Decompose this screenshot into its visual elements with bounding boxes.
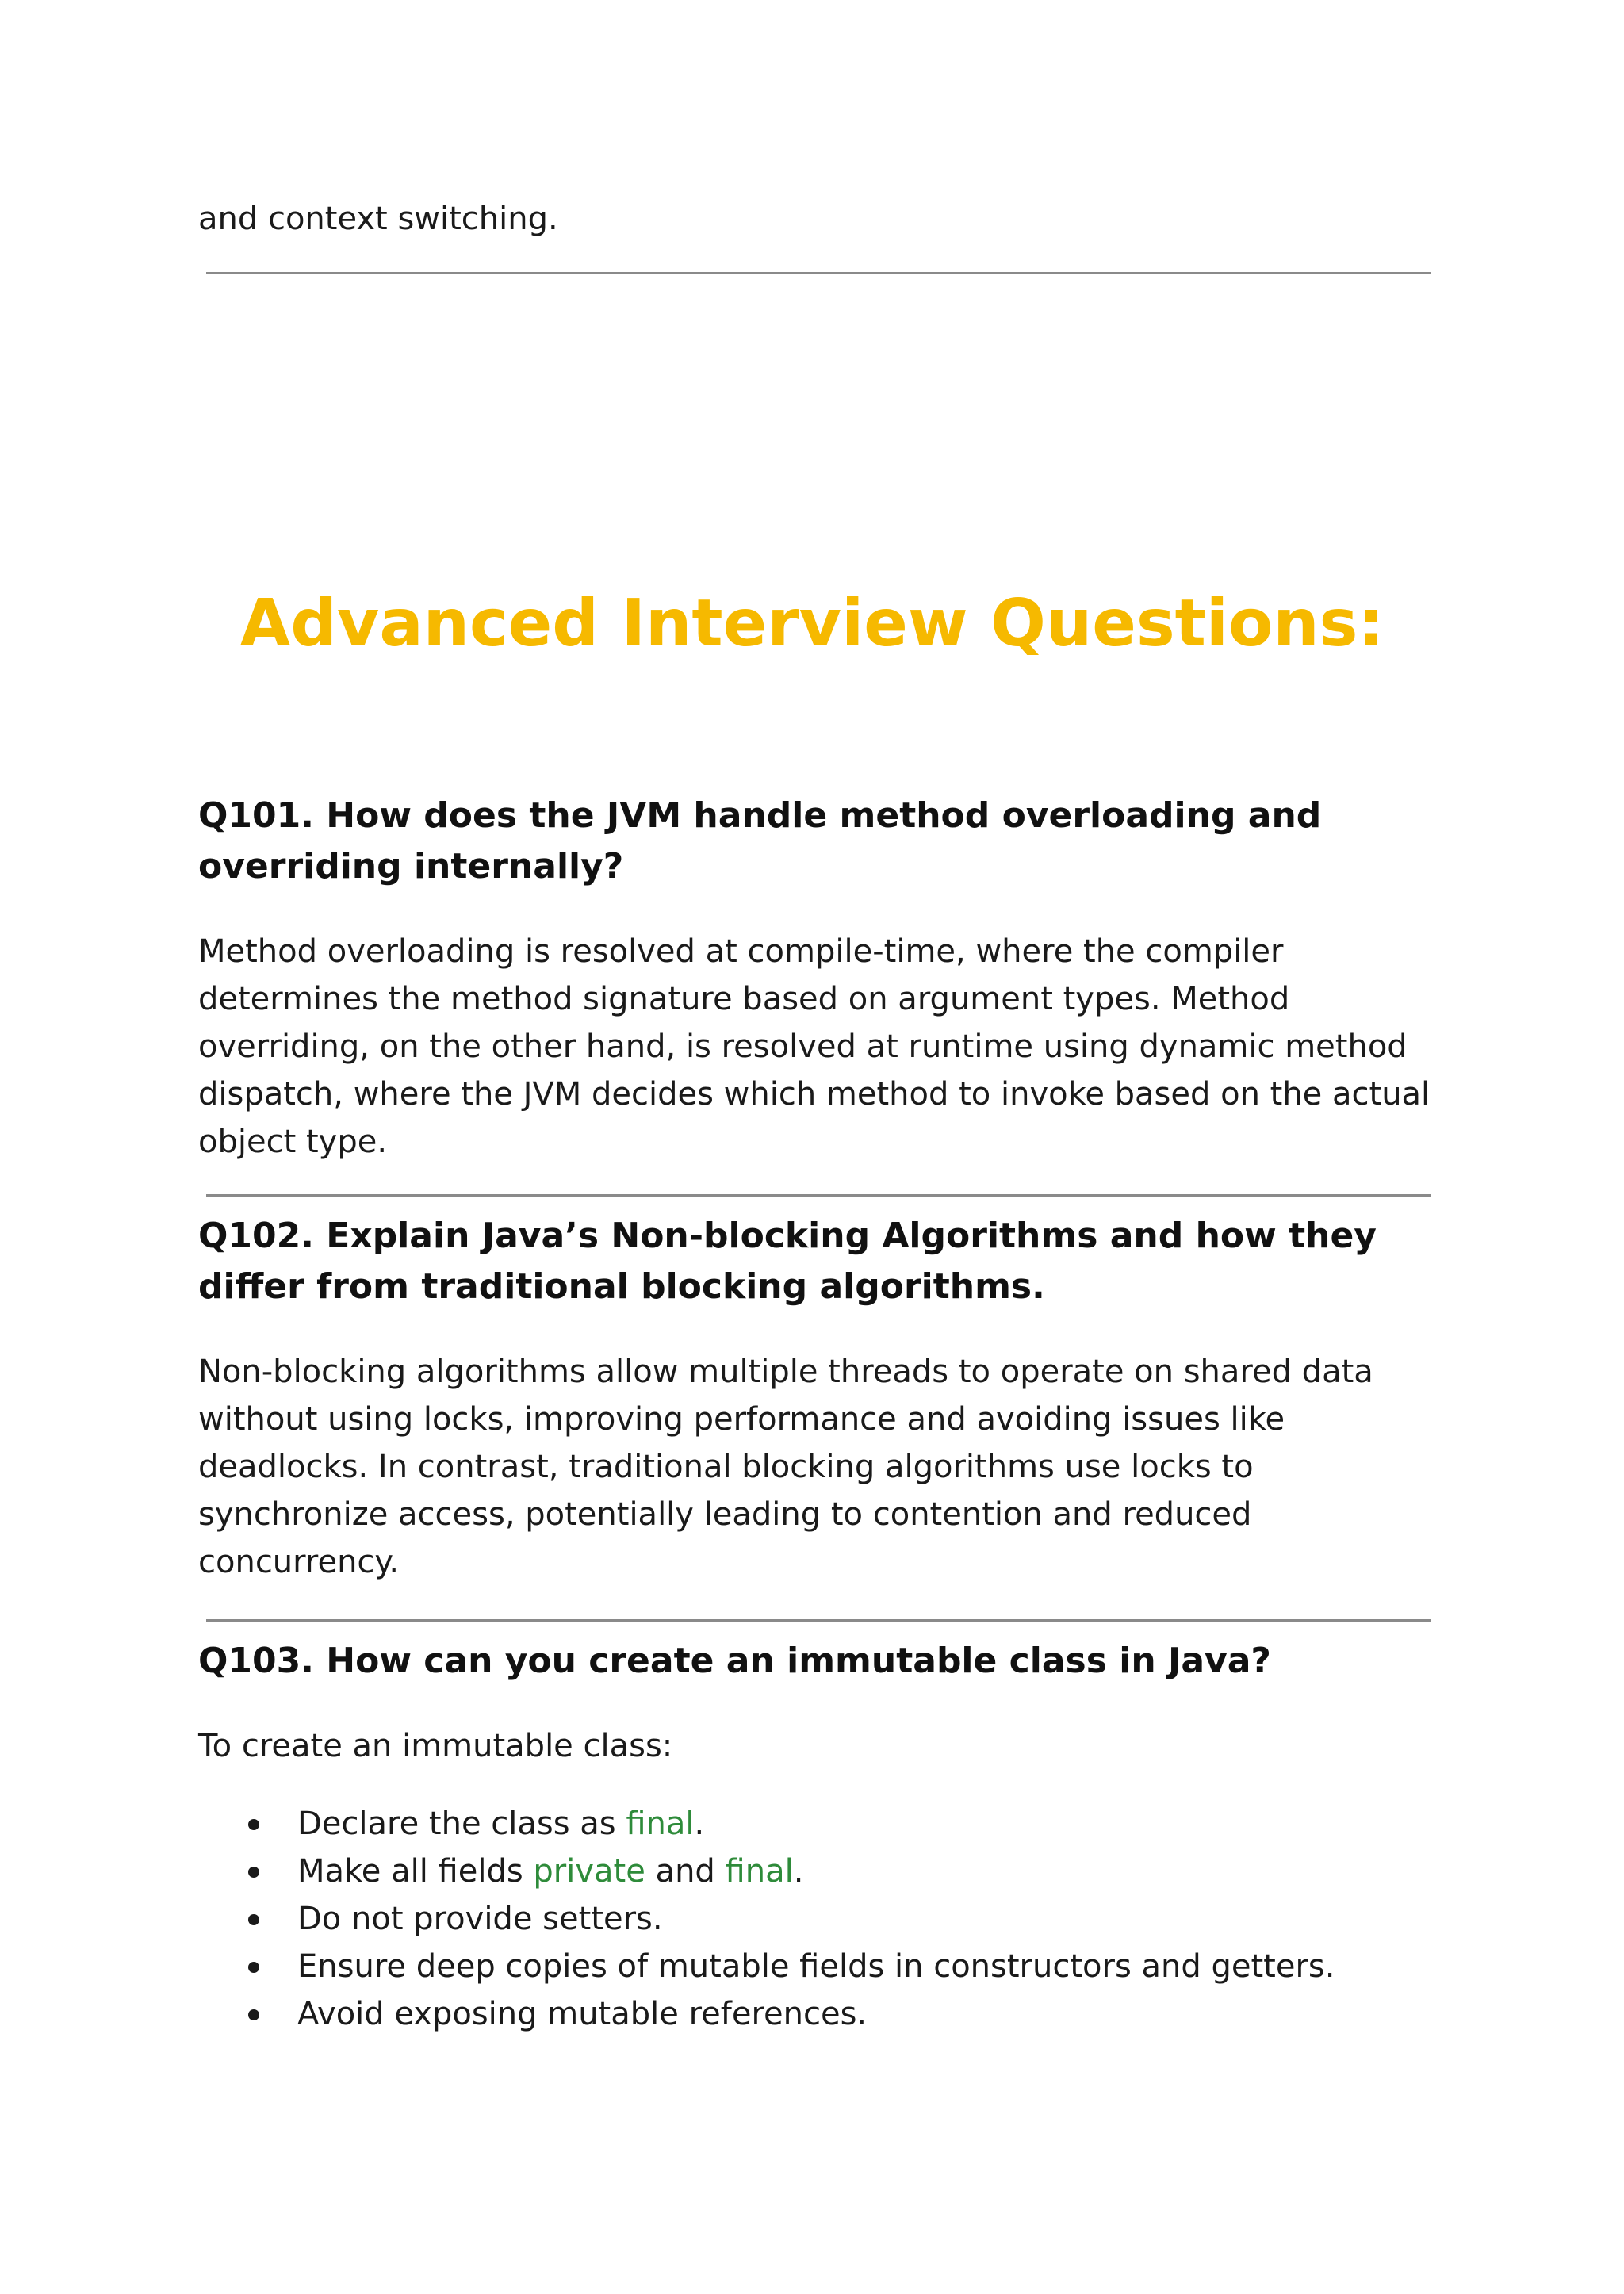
answer-q102: Non-blocking algorithms allow multiple threads to operate on shared data without using locks, improving performance and avoiding issues like deadlocks. In contrast, traditional blocking algorithms use locks to synchronize access, potentially leading to contention and reduced concurrency. <box>198 1354 1373 1580</box>
question-q103: Q103. How can you create an immutable class in Java? <box>198 1641 1271 1681</box>
list-item-text: . <box>793 1853 804 1890</box>
continued-text: and context switching. <box>198 201 558 237</box>
divider <box>206 1619 1431 1622</box>
question-q101: Q101. How does the JVM handle method overloading and overriding internally? <box>198 795 1322 887</box>
list-item <box>198 1848 1435 1895</box>
list-item-text: Avoid exposing mutable references. <box>297 1996 868 2032</box>
section-title: Advanced Interview Questions: <box>239 586 1385 661</box>
list-item-text: Declare the class as <box>297 1806 626 1842</box>
bullet-icon <box>248 1867 259 1878</box>
keyword-final: final <box>725 1853 794 1890</box>
list-item-text: Ensure deep copies of mutable fields in constructors and getters. <box>297 1948 1335 1985</box>
divider <box>206 272 1431 274</box>
list-item-text: Do not provide setters. <box>297 1901 663 1937</box>
bullet-icon <box>248 1914 259 1925</box>
bullet-icon <box>248 2009 259 2020</box>
immutable-class-steps <box>198 1800 1435 2038</box>
keyword-final: final <box>626 1806 695 1842</box>
list-item-text: Make all fields <box>297 1853 534 1890</box>
bullet-icon <box>248 1819 259 1830</box>
answer-q103-intro: To create an immutable class: <box>198 1728 673 1764</box>
list-item <box>198 1895 1435 1943</box>
list-item <box>198 1943 1435 1990</box>
list-item <box>198 1800 1435 1848</box>
divider <box>206 1194 1431 1197</box>
list-item-text: . <box>694 1806 705 1842</box>
list-item-text: and <box>645 1853 726 1890</box>
answer-q101: Method overloading is resolved at compile-time, where the compiler determines the method signature based on argument types. Method overriding, on the other hand, is resolved at runtime using dynamic method dispatch, where the JVM decides which method to invoke based on the actual object type. <box>198 933 1431 1160</box>
keyword-private: private <box>533 1853 645 1890</box>
bullet-icon <box>248 1962 259 1973</box>
question-q102: Q102. Explain Java’s Non-blocking Algorithms and how they differ from traditional blocking algorithms. <box>198 1216 1377 1307</box>
list-item <box>198 1990 1435 2038</box>
